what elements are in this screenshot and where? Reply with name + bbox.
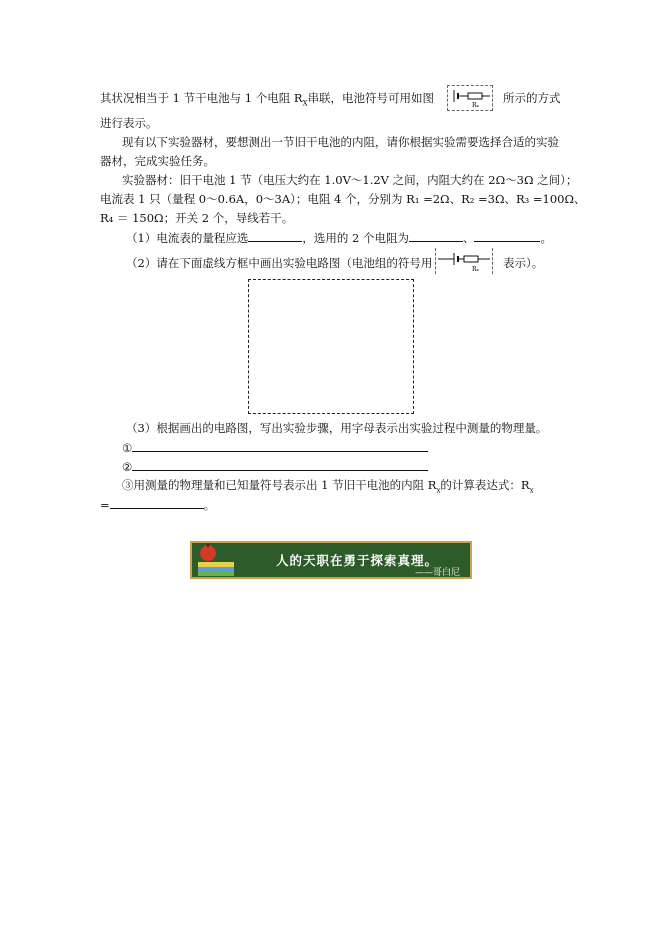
para2-line2: 器材，完成实验任务。 (100, 154, 215, 168)
question-3: （3）根据画出的电路图，写出实验步骤，用字母表示出实验过程中测量的物理量。 (126, 421, 548, 435)
battery-symbol-icon (435, 248, 493, 274)
text: （1）电流表的量程应选 (126, 231, 249, 245)
quote-banner (190, 541, 472, 579)
battery-symbol-svg (436, 248, 492, 274)
text: ① (122, 441, 133, 455)
text: 其状况相当于 1 节干电池与 1 个电阻 R (100, 91, 303, 105)
text: 的计算表达式：R (440, 478, 530, 492)
text: （2）请在下面虚线方框中画出实验电路图（电池组的符号用 (126, 256, 433, 270)
text: 。 (540, 231, 552, 245)
text: 串联，电池符号可用如图 (307, 91, 435, 105)
answer-blank[interactable] (132, 439, 428, 452)
materials-line3: R₄ ＝ 150Ω；开关 2 个，导线若干。 (100, 211, 294, 225)
para2-line1: 现有以下实验器材，要想测出一节旧干电池的内阻，请你根据实验需要选择合适的实验 (122, 135, 559, 149)
text: 所示的方式 (503, 91, 561, 105)
text: 、 (462, 231, 475, 245)
subscript: x (529, 486, 534, 495)
quote-author: ——哥白尼 (414, 568, 460, 578)
step-3-answer (100, 496, 215, 513)
materials-line1: 实验器材：旧干电池 1 节（电压大约在 1.0V～1.2V 之间，内阻大约在 2Ω～3Ω 之间）； (122, 173, 578, 187)
text: 表示）。 (503, 256, 544, 270)
subscript: x (436, 486, 441, 495)
apple-books-icon (194, 543, 238, 577)
answer-blank[interactable] (474, 229, 540, 242)
text: = (100, 498, 110, 512)
question-2 (126, 255, 432, 271)
para1-line1-end (503, 90, 561, 106)
answer-blank[interactable] (409, 229, 463, 242)
text: ③用测量的物理量和已知量符号表示出 1 节旧干电池的内阻 R (122, 478, 437, 492)
quote-text: 人的天职在勇于探索真理。 (276, 553, 439, 568)
battery-symbol-svg (448, 86, 492, 110)
answer-blank[interactable] (132, 458, 428, 471)
text: ，选用的 2 个电阻为 (302, 231, 409, 245)
para1-line2: 进行表示。 (100, 116, 158, 130)
materials-line2: 电流表 1 只（量程 0～0.6A，0～3A）；电阻 4 个，分别为 R₁ =2Ω、R₂ =3Ω、R₃ =100Ω、 (100, 192, 586, 206)
question-1 (126, 229, 552, 246)
text: 。 (203, 498, 216, 512)
step-1 (122, 439, 428, 456)
question-2-end (503, 255, 543, 271)
step-2 (122, 458, 428, 475)
subscript: X (302, 99, 308, 108)
text: ② (122, 460, 133, 474)
circuit-drawing-box[interactable] (248, 279, 414, 414)
answer-blank[interactable] (248, 229, 302, 242)
para1-line1 (100, 90, 434, 111)
answer-blank[interactable] (110, 496, 204, 509)
symbol-label: Rₓ (472, 266, 480, 273)
battery-symbol-icon (447, 85, 493, 111)
symbol-label: Rₓ (472, 102, 480, 109)
